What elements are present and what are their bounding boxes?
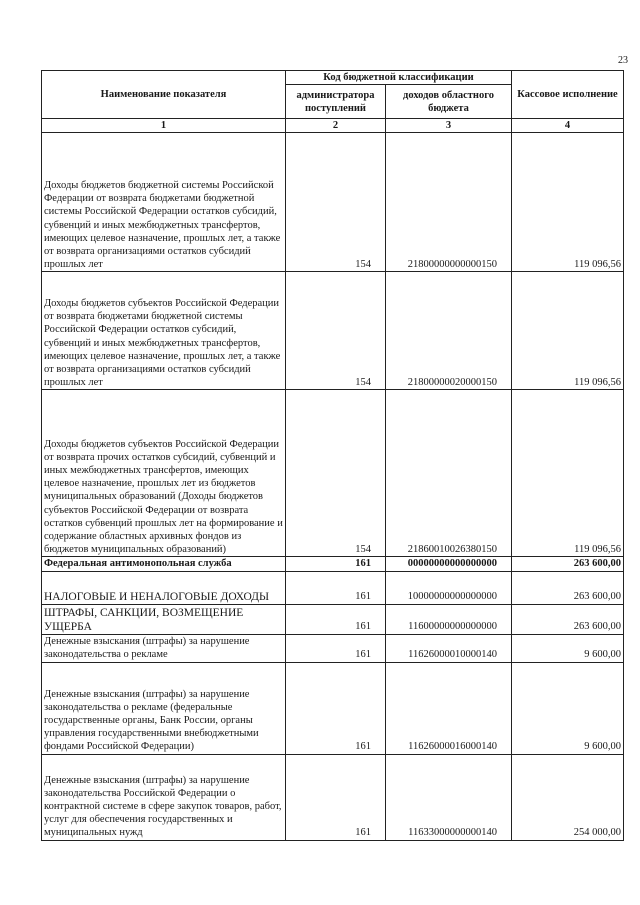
- row-name: НАЛОГОВЫЕ И НЕНАЛОГОВЫЕ ДОХОДЫ: [42, 571, 286, 604]
- row-admin: 154: [286, 390, 386, 557]
- header-income: доходов областного бюджета: [386, 85, 512, 119]
- header-name: Наименование показателя: [42, 71, 286, 119]
- col-number-1: 1: [42, 119, 286, 133]
- row-code: 21800000000000150: [386, 133, 512, 272]
- col-number-2: 2: [286, 119, 386, 133]
- table-row: [42, 390, 624, 557]
- row-admin: 161: [286, 571, 386, 604]
- row-code: 11633000000000140: [386, 754, 512, 840]
- row-name: Денежные взыскания (штрафы) за нарушение законодательства о рекламе: [42, 634, 286, 662]
- row-admin: 154: [286, 133, 386, 272]
- row-value: 9 600,00: [512, 634, 624, 662]
- row-name: Доходы бюджетов бюджетной системы Российской Федерации от возврата бюджетами бюджетной системы Российской Федерации остатков субсидий, субвенций и иных межбюджетных трансфертов, имеющих целевое назначение, прошлых лет, а также от возврата организациями остатков субсидий прошлых лет: [42, 133, 286, 272]
- row-admin: 154: [286, 272, 386, 390]
- row-value: 254 000,00: [512, 754, 624, 840]
- col-number-4: 4: [512, 119, 624, 133]
- table-row: [42, 571, 624, 604]
- row-code: 11600000000000000: [386, 604, 512, 634]
- row-code: 21800000020000150: [386, 272, 512, 390]
- page-number: 23: [618, 55, 628, 66]
- row-name: Доходы бюджетов субъектов Российской Федерации от возврата бюджетами бюджетной системы Российской Федерации остатков субсидий, субвенций и иных межбюджетных трансфертов, имеющих целевое назначение, прошлых лет, а также от возврата организациями остатков субсидий прошлых лет: [42, 272, 286, 390]
- row-value: 263 600,00: [512, 604, 624, 634]
- row-code: 11626000010000140: [386, 634, 512, 662]
- header-code-group: Код бюджетной классификации: [286, 71, 512, 85]
- row-admin: 161: [286, 604, 386, 634]
- table-row: [42, 634, 624, 662]
- table-row: [42, 133, 624, 272]
- row-admin: 161: [286, 754, 386, 840]
- row-name: Денежные взыскания (штрафы) за нарушение законодательства о рекламе (федеральные государственные органы, Банк России, органы управления государственными внебюджетными фондами Российской Федерации): [42, 662, 286, 754]
- row-name: Федеральная антимонопольная служба: [42, 557, 286, 571]
- row-value: 263 600,00: [512, 557, 624, 571]
- table-row: [42, 604, 624, 634]
- table-row: [42, 662, 624, 754]
- row-value: 119 096,56: [512, 390, 624, 557]
- row-admin: 161: [286, 634, 386, 662]
- table-row: [42, 272, 624, 390]
- budget-table: [41, 70, 624, 841]
- row-value: 9 600,00: [512, 662, 624, 754]
- row-code: 11626000016000140: [386, 662, 512, 754]
- header-execution: Кассовое исполнение: [512, 71, 624, 119]
- row-value: 119 096,56: [512, 133, 624, 272]
- col-number-3: 3: [386, 119, 512, 133]
- header-admin: администратора поступлений: [286, 85, 386, 119]
- row-name: ШТРАФЫ, САНКЦИИ, ВОЗМЕЩЕНИЕ УЩЕРБА: [42, 604, 286, 634]
- row-admin: 161: [286, 557, 386, 571]
- row-code: 10000000000000000: [386, 571, 512, 604]
- row-admin: 161: [286, 662, 386, 754]
- row-name: Денежные взыскания (штрафы) за нарушение законодательства Российской Федерации о контрактной системе в сфере закупок товаров, работ, услуг для обеспечения государственных и муниципальных нужд: [42, 754, 286, 840]
- row-name: Доходы бюджетов субъектов Российской Федерации от возврата прочих остатков субсидий, субвенций и иных межбюджетных трансфертов, имеющих целевое назначение, прошлых лет из бюджетов муниципальных образований (Доходы бюджетов субъектов Российской Федерации от возврата остатков субвенций прошлых лет на формирование и содержание областных архивных фондов из бюджетов муниципальных образований): [42, 390, 286, 557]
- row-value: 263 600,00: [512, 571, 624, 604]
- row-value: 119 096,56: [512, 272, 624, 390]
- row-code: 21860010026380150: [386, 390, 512, 557]
- row-code: 00000000000000000: [386, 557, 512, 571]
- table-row: [42, 754, 624, 840]
- table-row: [42, 557, 624, 571]
